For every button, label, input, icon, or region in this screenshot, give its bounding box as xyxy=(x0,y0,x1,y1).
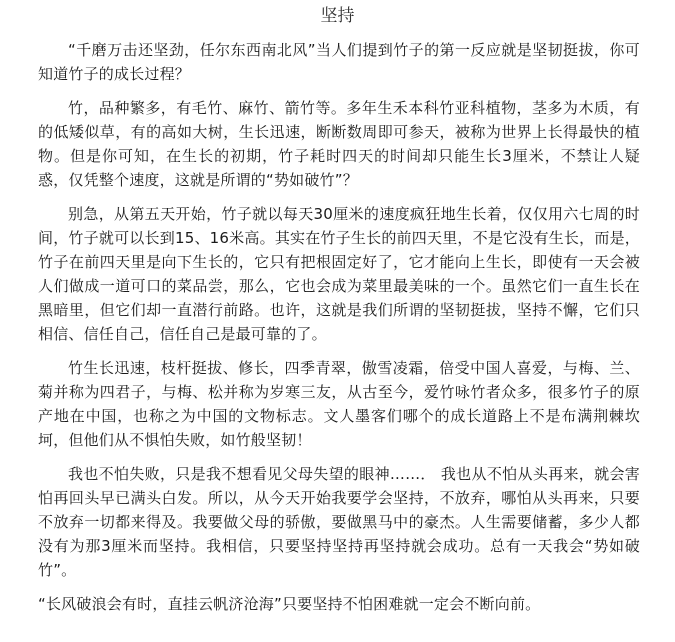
paragraph-3: 别急，从第五天开始，竹子就以每天30厘米的速度疯狂地生长着，仅仅用六七周的时间，竹子就可以长到15、16米高。其实在竹子生长的前四天里，不是它没有生长，而是，竹子在前四天里是向下生长的，它只有把根固定好了，它才能向上生长，即使有一天会被人们做成一道可口的菜品尝，那么，它也会成为菜里最美味的一个。虽然它们一直生长在黑暗里，但它们却一直潜行前路。也许，这就是我们所谓的坚韧挺拔，坚持不懈，它们只相信、信任自己，信任自己是最可靠的了。 xyxy=(38,205,640,343)
article-body xyxy=(38,38,640,626)
article-title: 坚持 xyxy=(320,6,355,26)
paragraph-6: “长风破浪会有时，直挂云帆济沧海”只要坚持不怕困难就一定会不断向前。 xyxy=(38,595,541,613)
paragraph-4: 竹生长迅速，枝杆挺拔、修长，四季青翠，傲雪凌霜，倍受中国人喜爱，与梅、兰、菊并称为四君子，与梅、松并称为岁寒三友，从古至今，爱竹咏竹者众多，很多竹子的原产地在中国，也称之为中国的文物标志。文人墨客们哪个的成长道路上不是布满荆棘坎坷，但他们从不惧怕失败，如竹般坚韧！ xyxy=(38,359,640,449)
paragraph-5: 我也不怕失败，只是我不想看见父母失望的眼神……． 我也从不怕从头再来，就会害怕再回头早已满头白发。所以，从今天开始我要学会坚持，不放弃，哪怕从头再来，只要不放弃一切都来得及。我要做父母的骄傲，要做黑马中的豪杰。人生需要储蓄，多少人都没有为那3厘米而坚持。我相信，只要坚持坚持再坚持就会成功。总有一天我会“势如破竹”。 xyxy=(38,465,640,579)
paragraph-2: 竹，品种繁多，有毛竹、麻竹、箭竹等。多年生禾本科竹亚科植物，茎多为木质，有的低矮似草，有的高如大树，生长迅速，断断数周即可参天，被称为世界上长得最快的植物。但是你可知，在生长的初期，竹子耗时四天的时间却只能生长3厘米，不禁让人疑惑，仅凭整个速度，这就是所谓的“势如破竹”？ xyxy=(38,99,640,189)
paragraph-1: “千磨万击还坚劲，任尔东西南北风”当人们提到竹子的第一反应就是坚韧挺拔，你可知道竹子的成长过程？ xyxy=(38,41,640,83)
